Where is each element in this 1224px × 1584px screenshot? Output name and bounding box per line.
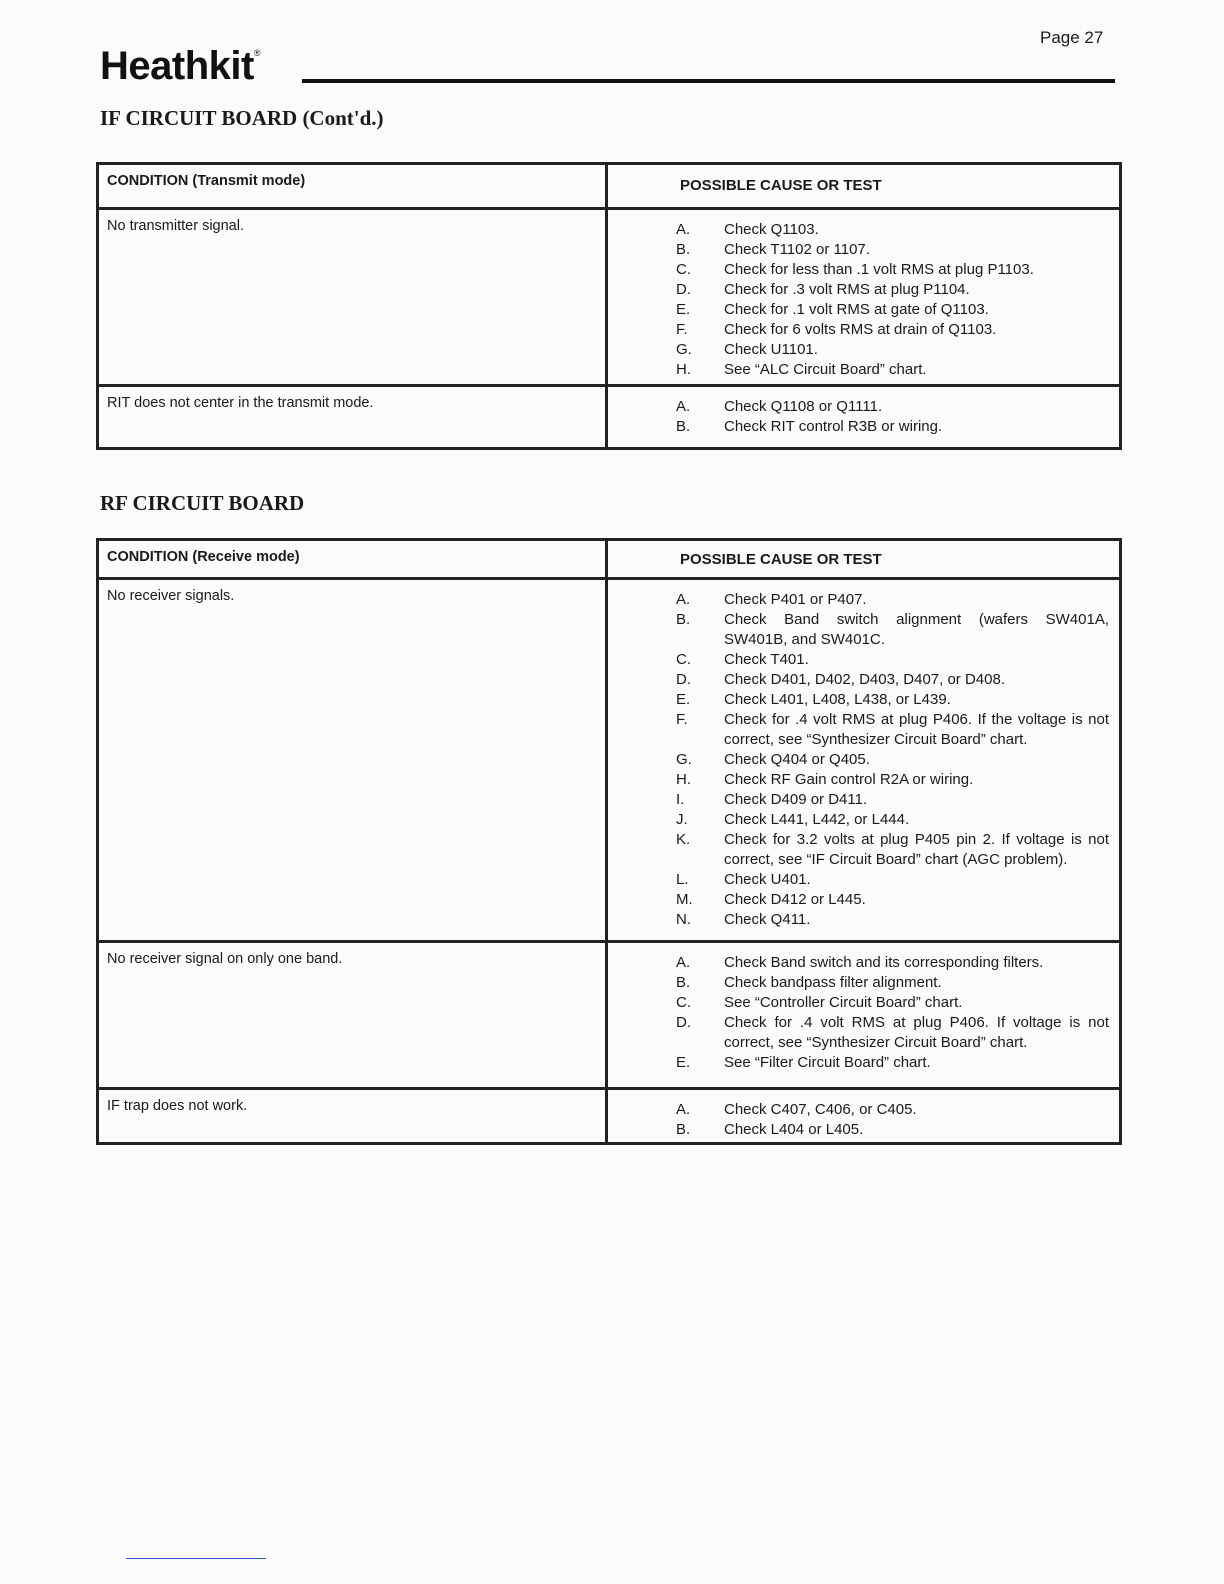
- cause-letter: C.: [676, 261, 691, 278]
- cause-text: Check for .1 volt RMS at gate of Q1103.: [724, 301, 989, 318]
- cause-text: Check Band switch alignment (wafers SW401A, SW401B, and SW401C.: [724, 611, 1109, 648]
- cause-header: POSSIBLE CAUSE OR TEST: [680, 177, 882, 194]
- cause-item: [676, 220, 1109, 240]
- cause-item: [676, 710, 1109, 750]
- cause-text: Check for .4 volt RMS at plug P406. If voltage is not correct, see “Synthesizer Circuit Board” chart.: [724, 1014, 1109, 1051]
- cause-letter: A.: [676, 1101, 691, 1118]
- cause-item: [676, 870, 1109, 890]
- cause-item: [676, 300, 1109, 320]
- condition-cell: No transmitter signal.: [99, 210, 608, 384]
- cause-text: Check RF Gain control R2A or wiring.: [724, 771, 974, 788]
- cause-item: [676, 590, 1109, 610]
- cause-item: [676, 650, 1109, 670]
- cause-letter: G.: [676, 341, 692, 358]
- condition-cell: RIT does not center in the transmit mode.: [99, 387, 608, 447]
- cause-text: Check P401 or P407.: [724, 591, 867, 608]
- cause-item: [676, 690, 1109, 710]
- cause-cell: [608, 210, 1119, 384]
- cause-text: Check T401.: [724, 651, 809, 668]
- cause-letter: B.: [676, 418, 691, 435]
- if-section-title: IF CIRCUIT BOARD (Cont'd.): [100, 106, 384, 130]
- cause-letter: H.: [676, 361, 691, 378]
- cause-letter: H.: [676, 771, 691, 788]
- header-rule: [302, 79, 1115, 83]
- cause-text: Check D412 or L445.: [724, 891, 866, 908]
- cause-header: POSSIBLE CAUSE OR TEST: [680, 551, 882, 568]
- cause-letter: A.: [676, 398, 691, 415]
- cause-text: Check L401, L408, L438, or L439.: [724, 691, 951, 708]
- cause-letter: C.: [676, 651, 691, 668]
- cause-text: Check for less than .1 volt RMS at plug P1103.: [724, 261, 1034, 278]
- cause-cell: [608, 580, 1119, 940]
- cause-letter: D.: [676, 281, 691, 298]
- cause-letter: F.: [676, 321, 688, 338]
- cause-item: [676, 810, 1109, 830]
- cause-item: [676, 280, 1109, 300]
- condition-cell: No receiver signals.: [99, 580, 608, 940]
- cause-text: Check U401.: [724, 871, 811, 888]
- cause-letter: B.: [676, 1121, 691, 1138]
- cause-letter: E.: [676, 1054, 691, 1071]
- cause-letter: D.: [676, 1014, 691, 1031]
- cause-text: Check D401, D402, D403, D407, or D408.: [724, 671, 1005, 688]
- if-troubleshooting-table: [96, 162, 1122, 450]
- cause-item: [676, 953, 1109, 973]
- condition-header: CONDITION (Receive mode): [99, 541, 608, 577]
- cause-letter: E.: [676, 301, 691, 318]
- cause-text: Check for 3.2 volts at plug P405 pin 2. If voltage is not correct, see “IF Circuit Board” chart (AGC problem).: [724, 831, 1109, 868]
- cause-item: [676, 240, 1109, 260]
- cause-letter: G.: [676, 751, 692, 768]
- cause-text: Check for .3 volt RMS at plug P1104.: [724, 281, 970, 298]
- cause-item: [676, 670, 1109, 690]
- cause-text: Check D409 or D411.: [724, 791, 868, 808]
- cause-letter: F.: [676, 711, 688, 728]
- condition-cell: IF trap does not work.: [99, 1090, 608, 1142]
- cause-letter: L.: [676, 871, 689, 888]
- cause-text: Check bandpass filter alignment.: [724, 974, 942, 991]
- footer-link-line: [126, 1558, 266, 1559]
- table-row: [99, 210, 1119, 387]
- cause-item: [676, 1120, 1109, 1140]
- cause-text: Check L441, L442, or L444.: [724, 811, 910, 828]
- cause-item: [676, 750, 1109, 770]
- cause-item: [676, 320, 1109, 340]
- cause-text: See “Filter Circuit Board” chart.: [724, 1054, 931, 1071]
- cause-text: Check for .4 volt RMS at plug P406. If the voltage is not correct, see “Synthesizer Circuit Board” chart.: [724, 711, 1109, 748]
- cause-letter: N.: [676, 911, 691, 928]
- cause-text: See “Controller Circuit Board” chart.: [724, 994, 963, 1011]
- page-number: Page 27: [1040, 28, 1104, 47]
- cause-cell: [608, 387, 1119, 447]
- cause-item: [676, 770, 1109, 790]
- table-row: [99, 943, 1119, 1090]
- cause-cell: [608, 943, 1119, 1087]
- brand-logo: Heathkit®: [100, 44, 260, 88]
- cause-letter: A.: [676, 221, 691, 238]
- table-header: [99, 541, 1119, 580]
- cause-text: Check Q1103.: [724, 221, 819, 238]
- cause-item: [676, 1013, 1109, 1053]
- cause-cell: [608, 1090, 1119, 1142]
- cause-text: Check for 6 volts RMS at drain of Q1103.: [724, 321, 997, 338]
- cause-letter: J.: [676, 811, 688, 828]
- cause-text: Check Q404 or Q405.: [724, 751, 870, 768]
- rf-section-title: RF CIRCUIT BOARD: [100, 491, 305, 515]
- cause-item: [676, 397, 1109, 417]
- table-row: [99, 387, 1119, 447]
- table-row: [99, 1090, 1119, 1142]
- cause-letter: B.: [676, 974, 691, 991]
- cause-item: [676, 973, 1109, 993]
- cause-item: [676, 610, 1109, 650]
- cause-text: Check RIT control R3B or wiring.: [724, 418, 943, 435]
- cause-item: [676, 993, 1109, 1013]
- cause-text: Check T1102 or 1107.: [724, 241, 870, 258]
- cause-text: Check L404 or L405.: [724, 1121, 864, 1138]
- cause-letter: A.: [676, 954, 691, 971]
- cause-item: [676, 340, 1109, 360]
- cause-letter: A.: [676, 591, 691, 608]
- cause-text: Check Q1108 or Q1111.: [724, 398, 883, 415]
- cause-item: [676, 260, 1109, 280]
- cause-item: [676, 360, 1109, 380]
- table-header: [99, 165, 1119, 210]
- cause-text: Check C407, C406, or C405.: [724, 1101, 917, 1118]
- cause-letter: B.: [676, 611, 691, 628]
- cause-item: [676, 1053, 1109, 1073]
- cause-item: [676, 1100, 1109, 1120]
- cause-item: [676, 910, 1109, 930]
- cause-letter: B.: [676, 241, 691, 258]
- cause-item: [676, 790, 1109, 810]
- cause-item: [676, 830, 1109, 870]
- condition-cell: No receiver signal on only one band.: [99, 943, 608, 1087]
- cause-letter: E.: [676, 691, 691, 708]
- cause-letter: C.: [676, 994, 691, 1011]
- cause-text: Check U1101.: [724, 341, 818, 358]
- cause-letter: M.: [676, 891, 693, 908]
- cause-letter: K.: [676, 831, 691, 848]
- cause-item: [676, 890, 1109, 910]
- cause-letter: I.: [676, 791, 685, 808]
- rf-troubleshooting-table: [96, 538, 1122, 1145]
- cause-text: Check Q411.: [724, 911, 811, 928]
- cause-text: Check Band switch and its corresponding filters.: [724, 954, 1044, 971]
- condition-header: CONDITION (Transmit mode): [99, 165, 608, 207]
- cause-item: [676, 417, 1109, 437]
- cause-text: See “ALC Circuit Board” chart.: [724, 361, 927, 378]
- cause-letter: D.: [676, 671, 691, 688]
- table-row: [99, 580, 1119, 943]
